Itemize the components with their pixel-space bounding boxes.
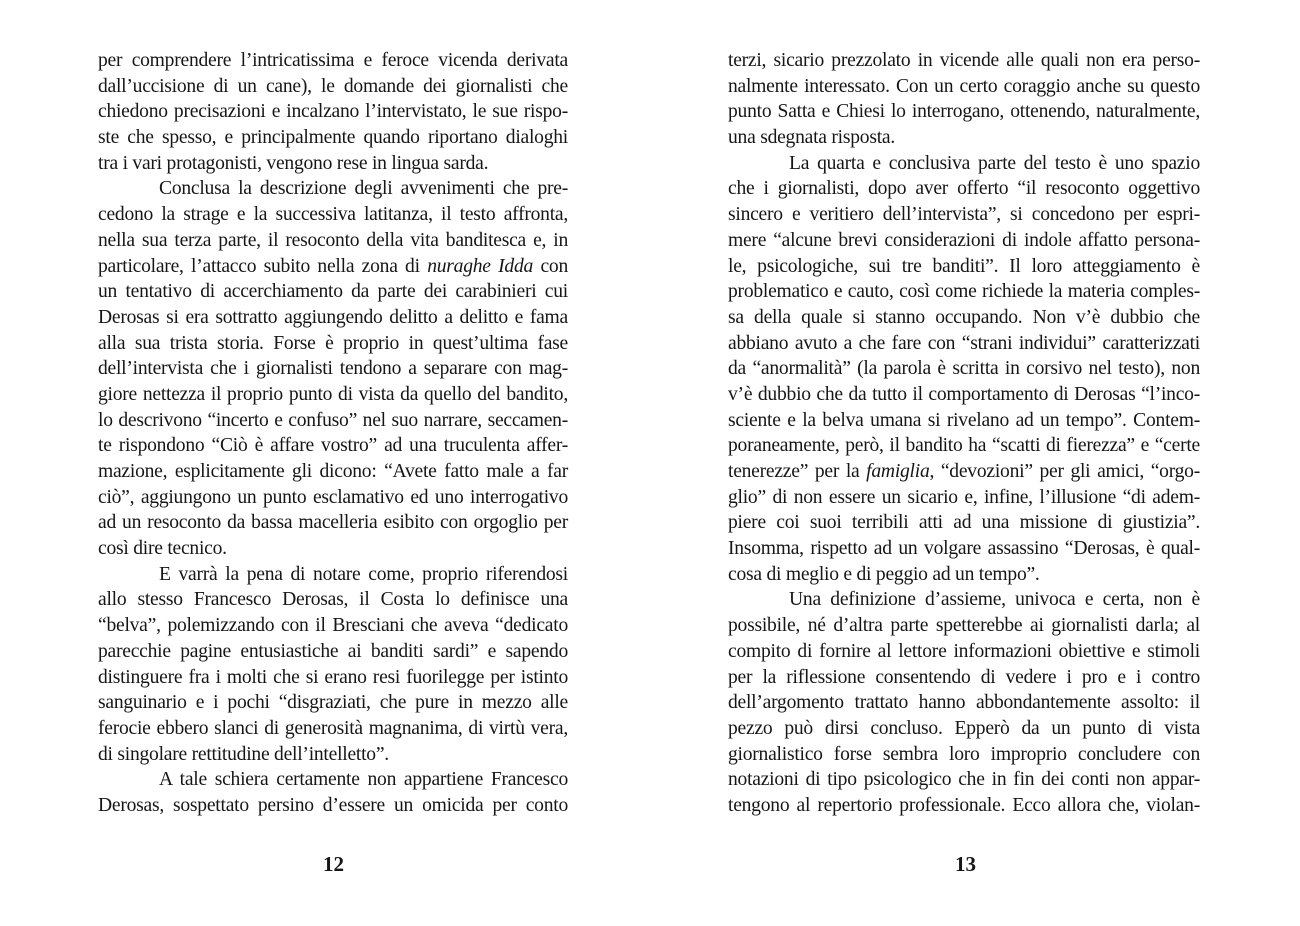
text-line: ad un resoconto da bassa macelleria esibito con orgoglio per xyxy=(98,512,568,534)
text-line: dell’argomento trattato hanno abbondantemente assolto: il xyxy=(728,692,1200,714)
text-line: distinguere fra i molti che si erano resi fuorilegge per istinto xyxy=(98,666,568,688)
text-line: cosa di meglio e di peggio ad un tempo”. xyxy=(728,563,1040,585)
text-line: sciente e la belva umana si rivelano ad un tempo”. Contem- xyxy=(728,409,1200,431)
text-line: ferocie ebbero slanci di generosità magnanima, di virtù vera, xyxy=(98,717,568,739)
text-line: tra i vari protagonisti, vengono rese in lingua sarda. xyxy=(98,152,489,174)
text-line: problematico e cauto, così come richiede la materia comples- xyxy=(728,281,1200,303)
text-segment: tenerezze” per la xyxy=(728,461,867,482)
text-line: poraneamente, però, il bandito ha “scatti di fierezza” e “certe xyxy=(728,435,1200,457)
text-line: Una definizione d’assieme, univoca e certa, non è xyxy=(789,589,1200,611)
text-line: per la riflessione consentendo di vedere i pro e i contro xyxy=(728,666,1200,688)
text-line: punto Satta e Chiesi lo interrogano, ottenendo, naturalmente, xyxy=(728,101,1200,123)
page-number-left: 12 xyxy=(323,852,344,876)
text-line: cedono la strage e la successiva latitanza, il testo affronta, xyxy=(98,204,568,226)
text-line: parecchie pagine entusiastiche ai banditi sardi” e sapendo xyxy=(98,640,568,662)
italic-term: famiglia xyxy=(866,461,930,482)
text-line: piere coi suoi terribili atti ad una missione di giustizia”. xyxy=(728,512,1200,534)
text-line: Conclusa la descrizione degli avvenimenti che pre- xyxy=(159,178,568,200)
text-line: tengono al repertorio professionale. Ecco allora che, violan- xyxy=(728,794,1200,816)
right-page xyxy=(728,48,1200,819)
text-line: di singolare rettitudine dell’intelletto”. xyxy=(98,743,389,765)
text-line: pezzo può dirsi concluso. Epperò da un punto di vista xyxy=(728,717,1200,739)
text-line xyxy=(728,459,1200,485)
text-line: da “anormalità” (la parola è scritta in corsivo nel testo), non xyxy=(728,358,1200,380)
text-line: te rispondono “Ciò è affare vostro” ad una truculenta affer- xyxy=(98,435,568,457)
text-line: che i giornalisti, dopo aver offerto “il resoconto oggettivo xyxy=(728,178,1200,200)
text-line: mazione, esplicitamente gli dicono: “Avete fatto male a far xyxy=(98,461,568,482)
left-page xyxy=(98,48,568,819)
text-line: abbiano avuto a che fare con “strani individui” caratterizzati xyxy=(728,332,1200,354)
text-line: Derosas, sospettato persino d’essere un omicida per conto xyxy=(98,794,568,816)
text-line: giore nettezza il proprio punto di vista da quello del bandito, xyxy=(98,383,568,405)
italic-term: nuraghe Idda xyxy=(427,255,534,277)
text-line: le, psicologiche, sui tre banditi”. Il loro atteggiamento è xyxy=(728,255,1200,277)
text-segment: , “devozioni” per gli amici, “orgo- xyxy=(929,461,1200,482)
text-line: mere “alcune brevi considerazioni di indole affatto persona- xyxy=(728,229,1200,251)
text-line: allo stesso Francesco Derosas, il Costa lo definisce una xyxy=(98,589,568,611)
text-line: lo descrivono “incerto e confuso” nel suo narrare, seccamen- xyxy=(98,409,568,431)
text-segment: con xyxy=(533,255,568,277)
text-line: nella sua terza parte, il resoconto della vita banditesca e, in xyxy=(98,229,568,251)
text-line: sa della quale si stanno occupando. Non v’è dubbio che xyxy=(728,306,1200,328)
text-line: un tentativo di accerchiamento da parte dei carabinieri cui xyxy=(98,281,568,303)
text-line: A tale schiera certamente non appartiene Francesco xyxy=(159,769,568,791)
text-line: nalmente interessato. Con un certo coraggio anche su questo xyxy=(728,75,1200,97)
text-line: compito di fornire al lettore informazioni obiettive e stimoli xyxy=(728,640,1200,662)
page-number-right: 13 xyxy=(955,852,976,876)
text-line: sanguinario e i pochi “disgraziati, che pure in mezzo alle xyxy=(98,692,568,714)
text-line: notazioni di tipo psicologico che in fin dei conti non appar- xyxy=(728,769,1200,791)
text-line xyxy=(98,254,568,280)
text-line: possibile, né d’altra parte spetterebbe ai giornalisti darla; al xyxy=(728,615,1200,637)
text-line: alla sua trista storia. Forse è proprio in quest’ultima fase xyxy=(98,332,568,354)
text-line: La quarta e conclusiva parte del testo è uno spazio xyxy=(789,152,1200,174)
text-segment: particolare, l’attacco subito nella zona di xyxy=(98,255,428,277)
text-line: v’è dubbio che da tutto il comportamento di Derosas “l’inco- xyxy=(728,383,1200,405)
text-line: giornalistico forse sembra loro improprio concludere con xyxy=(728,743,1200,765)
text-line: dell’intervista che i giornalisti tendono a separare con mag- xyxy=(98,358,568,380)
text-line: glio” di non essere un sicario e, infine, l’illusione “di adem- xyxy=(728,486,1200,508)
text-line: ste che spesso, e principalmente quando riportano dialoghi xyxy=(98,127,568,149)
text-line: così dire tecnico. xyxy=(98,538,227,560)
text-line: E varrà la pena di notare come, proprio riferendosi xyxy=(159,563,568,585)
text-line: Derosas si era sottratto aggiungendo delitto a delitto e fama xyxy=(98,306,568,328)
text-line: terzi, sicario prezzolato in vicende alle quali non era perso- xyxy=(728,50,1200,71)
text-line: sincero e veritiero dell’intervista”, si concedono per espri- xyxy=(728,204,1200,226)
text-line: una sdegnata risposta. xyxy=(728,127,895,149)
text-line: dall’uccisione di un cane), le domande dei giornalisti che xyxy=(98,75,568,97)
text-line: Insomma, rispetto ad un volgare assassino “Derosas, è qual- xyxy=(728,538,1200,560)
text-line: “belva”, polemizzando con il Bresciani che aveva “dedicato xyxy=(98,615,568,637)
text-line: chiedono precisazioni e incalzano l’intervistato, le sue rispo- xyxy=(98,101,568,123)
text-line: per comprendere l’intricatissima e feroce vicenda derivata xyxy=(98,50,568,71)
text-line: ciò”, aggiungono un punto esclamativo ed uno interrogativo xyxy=(98,486,568,508)
